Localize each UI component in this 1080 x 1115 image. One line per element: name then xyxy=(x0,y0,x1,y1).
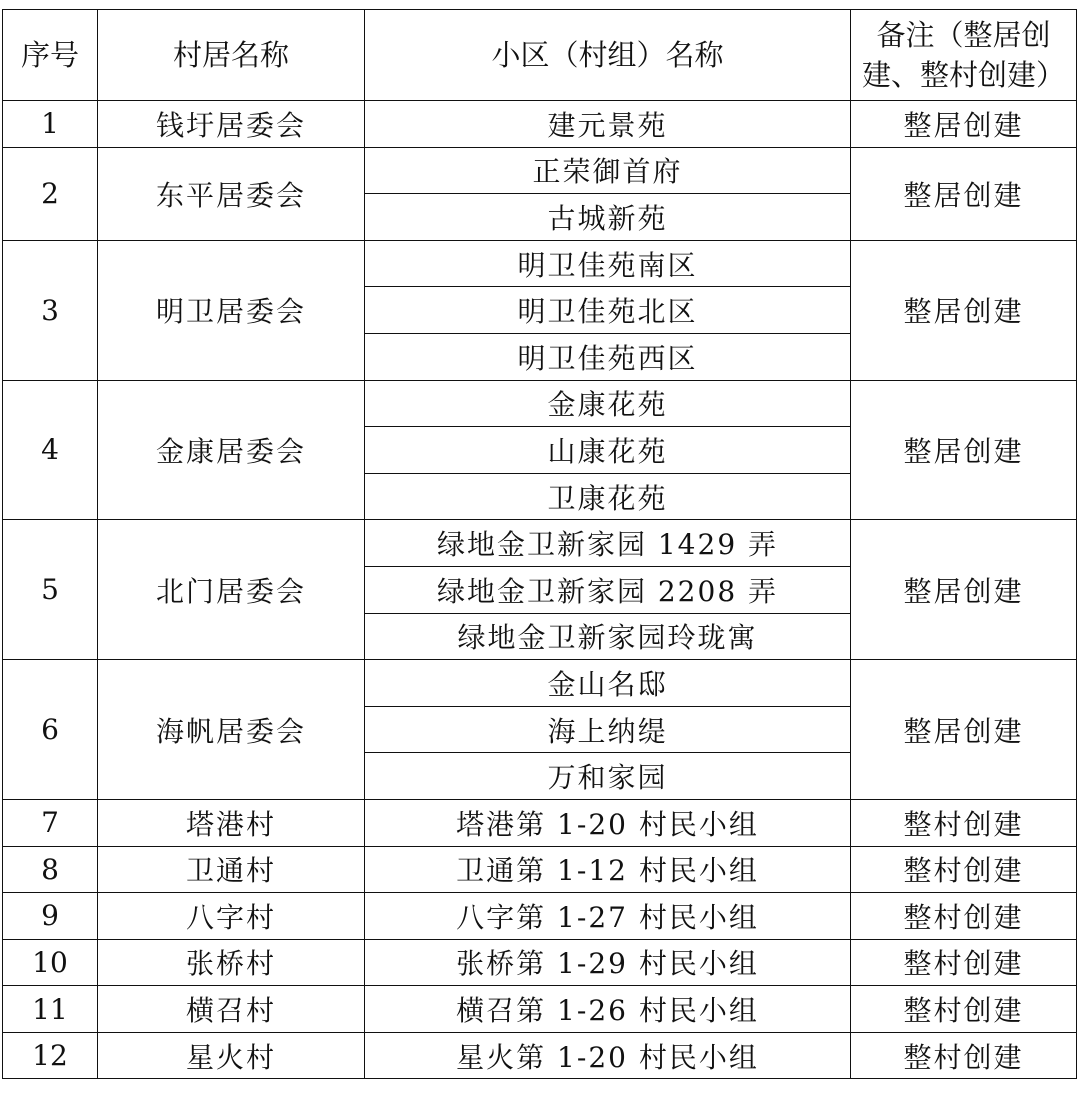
row-remark: 整居创建 xyxy=(851,101,1077,148)
row-committee: 卫通村 xyxy=(98,846,365,893)
row-remark: 整村创建 xyxy=(851,893,1077,940)
row-community: 明卫佳苑西区 xyxy=(365,333,851,380)
row-index: 12 xyxy=(3,1032,98,1079)
row-remark: 整村创建 xyxy=(851,846,1077,893)
row-community: 金山名邸 xyxy=(365,660,851,707)
row-committee: 海帆居委会 xyxy=(98,660,365,800)
row-community: 建元景苑 xyxy=(365,101,851,148)
header-remark: 备注（整居创建、整村创建） xyxy=(851,10,1077,101)
row-committee: 横召村 xyxy=(98,986,365,1033)
row-community: 正荣御首府 xyxy=(365,147,851,194)
row-community: 万和家园 xyxy=(365,753,851,800)
table-row xyxy=(3,520,1077,567)
row-community: 八字第 1-27 村民小组 xyxy=(365,893,851,940)
table-row xyxy=(3,893,1077,940)
row-remark: 整居创建 xyxy=(851,660,1077,800)
row-committee: 塔港村 xyxy=(98,799,365,846)
table-row xyxy=(3,799,1077,846)
row-community: 卫通第 1-12 村民小组 xyxy=(365,846,851,893)
row-community: 横召第 1-26 村民小组 xyxy=(365,986,851,1033)
row-community: 卫康花苑 xyxy=(365,473,851,520)
row-committee: 金康居委会 xyxy=(98,380,365,520)
row-community: 明卫佳苑南区 xyxy=(365,240,851,287)
header-row xyxy=(3,10,1077,101)
row-index: 9 xyxy=(3,893,98,940)
table-row xyxy=(3,846,1077,893)
row-community: 山康花苑 xyxy=(365,427,851,474)
row-remark: 整居创建 xyxy=(851,240,1077,380)
row-committee: 八字村 xyxy=(98,893,365,940)
row-committee: 钱圩居委会 xyxy=(98,101,365,148)
row-committee: 星火村 xyxy=(98,1032,365,1079)
row-community: 张桥第 1-29 村民小组 xyxy=(365,939,851,986)
row-community: 绿地金卫新家园 1429 弄 xyxy=(365,520,851,567)
row-index: 2 xyxy=(3,147,98,240)
row-index: 4 xyxy=(3,380,98,520)
row-community: 明卫佳苑北区 xyxy=(365,287,851,334)
table-row xyxy=(3,147,1077,194)
table-row xyxy=(3,939,1077,986)
table-row xyxy=(3,1032,1077,1079)
header-index: 序号 xyxy=(3,10,98,101)
row-community: 绿地金卫新家园 2208 弄 xyxy=(365,566,851,613)
row-index: 8 xyxy=(3,846,98,893)
row-remark: 整居创建 xyxy=(851,520,1077,660)
row-community: 古城新苑 xyxy=(365,194,851,241)
row-committee: 北门居委会 xyxy=(98,520,365,660)
table-row xyxy=(3,240,1077,287)
row-index: 1 xyxy=(3,101,98,148)
table-row xyxy=(3,660,1077,707)
row-remark: 整居创建 xyxy=(851,380,1077,520)
row-index: 11 xyxy=(3,986,98,1033)
row-community: 金康花苑 xyxy=(365,380,851,427)
row-committee: 张桥村 xyxy=(98,939,365,986)
table-row xyxy=(3,986,1077,1033)
row-index: 6 xyxy=(3,660,98,800)
row-committee: 东平居委会 xyxy=(98,147,365,240)
row-remark: 整村创建 xyxy=(851,939,1077,986)
row-remark: 整居创建 xyxy=(851,147,1077,240)
header-community: 小区（村组）名称 xyxy=(365,10,851,101)
row-community: 星火第 1-20 村民小组 xyxy=(365,1032,851,1079)
row-community: 绿地金卫新家园玲珑寓 xyxy=(365,613,851,660)
header-committee: 村居名称 xyxy=(98,10,365,101)
row-committee: 明卫居委会 xyxy=(98,240,365,380)
table-row xyxy=(3,380,1077,427)
table-row xyxy=(3,101,1077,148)
community-table xyxy=(2,9,1077,1079)
row-community: 海上纳缇 xyxy=(365,706,851,753)
row-remark: 整村创建 xyxy=(851,986,1077,1033)
row-remark: 整村创建 xyxy=(851,799,1077,846)
row-community: 塔港第 1-20 村民小组 xyxy=(365,799,851,846)
row-index: 7 xyxy=(3,799,98,846)
row-remark: 整村创建 xyxy=(851,1032,1077,1079)
row-index: 5 xyxy=(3,520,98,660)
row-index: 3 xyxy=(3,240,98,380)
table-body xyxy=(3,101,1077,1079)
row-index: 10 xyxy=(3,939,98,986)
